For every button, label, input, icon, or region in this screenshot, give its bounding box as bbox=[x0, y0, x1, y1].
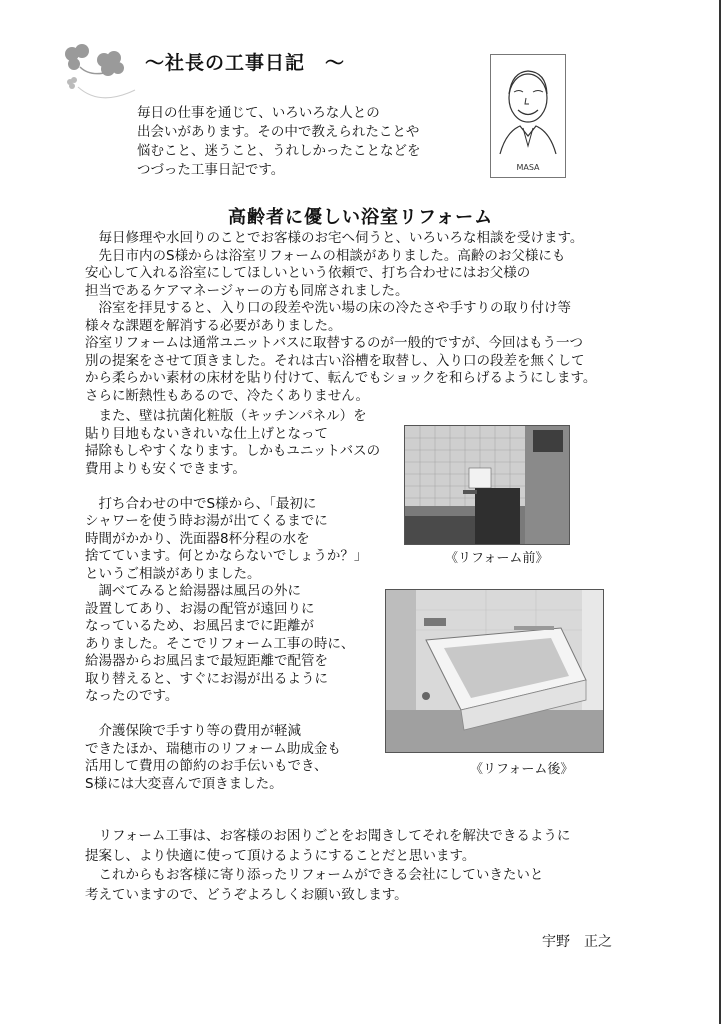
text-line: 活用して費用の節約のお手伝いもでき、 bbox=[85, 758, 328, 774]
text-line: 安心して入れる浴室にしてほしいという依頼で、打ち合わせにはお父様の bbox=[85, 265, 531, 281]
text-line: 毎日修理や水回りのことでお客様のお宅へ伺うと、いろいろな相談を受けます。 bbox=[85, 230, 584, 246]
intro-line: 悩むこと、迷うこと、うれしかったことなどを bbox=[137, 143, 421, 159]
text-line: 浴室リフォームは通常ユニットバスに取替するのが一般的ですが、今回はもう一つ bbox=[85, 335, 584, 351]
intro-line: つづった工事日記です。 bbox=[137, 162, 285, 178]
text-line: というご相談がありました。 bbox=[85, 565, 261, 582]
portrait-signature: MASA bbox=[516, 163, 540, 172]
text-line: 費用よりも安くできます。 bbox=[85, 460, 246, 477]
article-side-text bbox=[85, 408, 380, 793]
text-line: リフォーム工事は、お客様のお困りごとをお聞きしてそれを解決できるように bbox=[85, 828, 571, 844]
text-line: 浴室を拝見すると、入り口の段差や洗い場の床の冷たさや手すりの取り付け等 bbox=[85, 300, 571, 316]
text-line: 捨てています。何とかならないでしょうか？」 bbox=[85, 548, 368, 564]
intro-line: 毎日の仕事を通じて、いろいろな人との bbox=[137, 105, 380, 121]
text-line bbox=[85, 478, 380, 496]
author-signature: 宇野 正之 bbox=[542, 934, 612, 950]
text-line: これからもお客様に寄り添ったリフォームができる会社にしていきたいと bbox=[85, 867, 544, 883]
clover-icon bbox=[60, 42, 140, 112]
text-line: 調べてみると給湯器は風呂の外に bbox=[85, 583, 301, 599]
text-line: 様々な課題を解消する必要がありました。 bbox=[85, 317, 342, 334]
text-line: なったのです。 bbox=[85, 688, 179, 704]
photo-after-reform bbox=[385, 589, 604, 753]
article-main-text bbox=[85, 230, 596, 405]
text-line: 別の提案をさせて頂きました。それは古い浴槽を取替し、入り口の段差を無くして bbox=[85, 352, 585, 369]
text-line: 時間がかかり、洗面器8杯分程の水を bbox=[85, 530, 310, 547]
text-line: から柔らかい素材の床材を貼り付けて、転んでもショックを和らげるようにします。 bbox=[85, 370, 597, 386]
text-line: 提案し、より快適に使って頂けるようにすることだと思います。 bbox=[85, 847, 476, 864]
president-portrait bbox=[490, 54, 566, 178]
text-line: ありました。そこでリフォーム工事の時に、 bbox=[85, 635, 355, 652]
diary-title: 〜社長の工事日記 〜 bbox=[145, 52, 346, 74]
text-line: 取り替えると、すぐにお湯が出るように bbox=[85, 670, 328, 687]
text-line: 担当であるケアマネージャーの方も同席されました。 bbox=[85, 282, 409, 299]
text-line: 介護保険で手すり等の費用が軽減 bbox=[85, 723, 301, 739]
intro-line: 出会いがあります。その中で教えられたことや bbox=[137, 124, 420, 140]
text-line: なっているため、お風呂までに距離が bbox=[85, 618, 314, 634]
text-line: 掃除もしやすくなります。しかもユニットバスの bbox=[85, 443, 381, 459]
scan-edge-line bbox=[719, 0, 721, 1024]
text-line: 先日市内のS様からは浴室リフォームの相談がありました。高齢のお父様にも bbox=[85, 247, 566, 264]
text-line: できたほか、瑞穂市のリフォーム助成金も bbox=[85, 740, 341, 757]
article-title: 高齢者に優しい浴室リフォーム bbox=[228, 207, 494, 228]
text-line: 打ち合わせの中でS様から、「最初に bbox=[85, 495, 317, 512]
text-line: シャワーを使う時お湯が出てくるまでに bbox=[85, 513, 328, 529]
text-line: さらに断熱性もあるので、冷たくありません。 bbox=[85, 387, 370, 404]
text-line: 貼り目地もないきれいな仕上げとなって bbox=[85, 425, 328, 442]
text-line: 給湯器からお風呂まで最短距離で配管を bbox=[85, 653, 328, 669]
text-line bbox=[85, 706, 380, 724]
text-line: 設置してあり、お湯の配管が遠回りに bbox=[85, 600, 315, 617]
photo-before-reform bbox=[404, 425, 570, 545]
text-line: 考えていますので、どうぞよろしくお願い致します。 bbox=[85, 886, 408, 903]
caption-before: 《リフォーム前》 bbox=[445, 551, 549, 566]
text-line: S様には大変喜んで頂きました。 bbox=[85, 775, 283, 792]
text-line: また、壁は抗菌化粧版（キッチンパネル）を bbox=[85, 408, 367, 424]
caption-after: 《リフォーム後》 bbox=[470, 762, 574, 777]
intro-text bbox=[137, 104, 457, 180]
closing-text bbox=[85, 827, 570, 905]
